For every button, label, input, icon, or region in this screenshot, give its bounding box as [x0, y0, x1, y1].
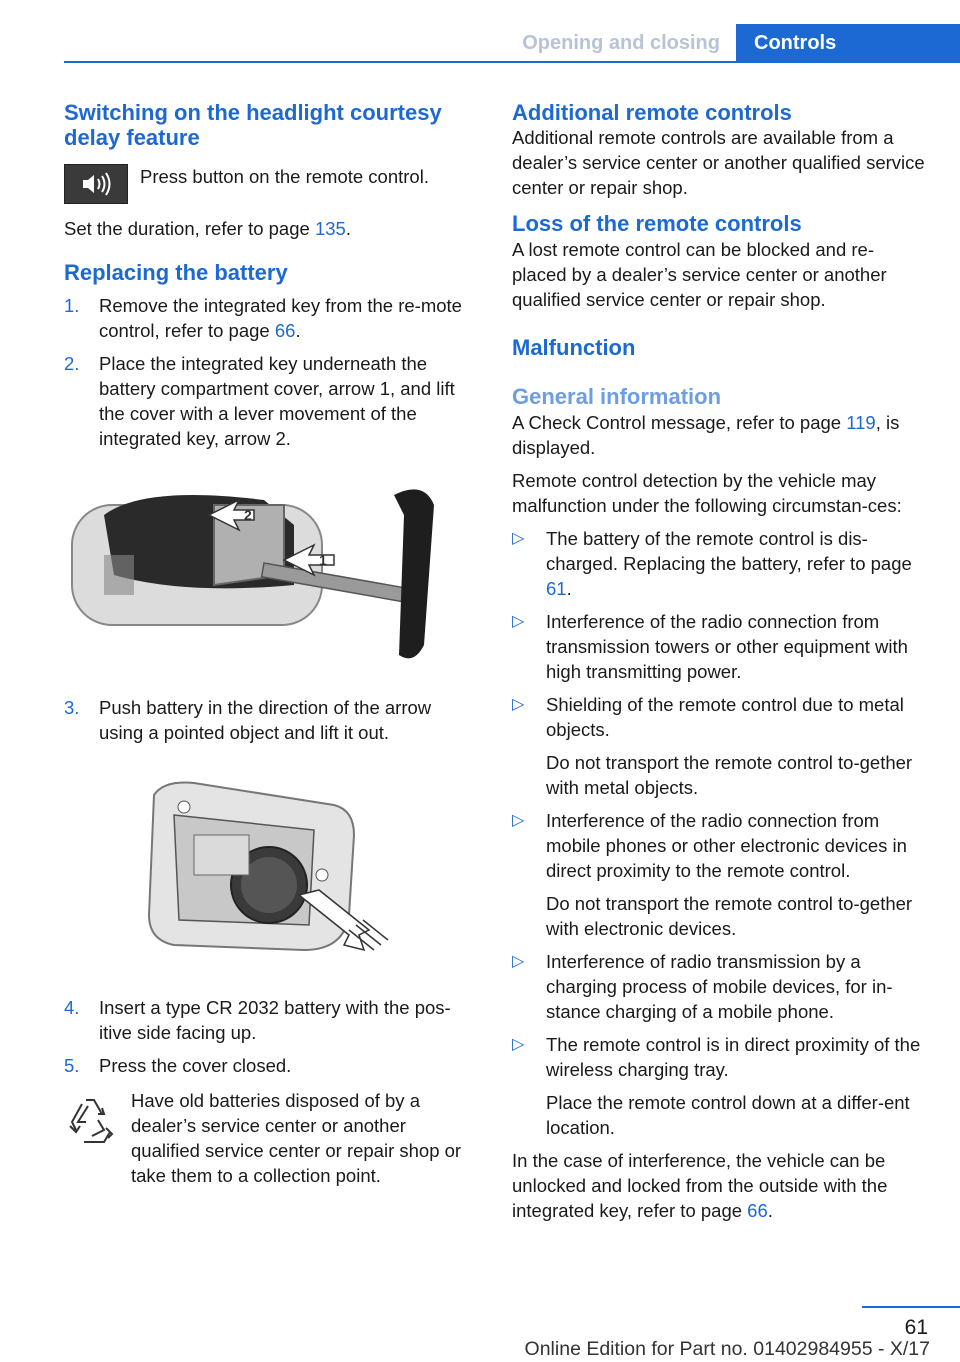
- remote-button-icon: [64, 164, 128, 204]
- bullet-text: Interference of the radio connection from mobile phones or other electronic devices in direct proximity to the remote control.: [546, 810, 907, 881]
- battery-steps-end: [64, 995, 476, 1078]
- bullet-note: Do not transport the remote control to-gether with metal objects.: [546, 752, 913, 798]
- list-item: [512, 692, 926, 800]
- footer-rule: [862, 1306, 960, 1308]
- triangle-bullet-icon: ▷: [512, 696, 525, 713]
- courtesy-instruction: [64, 164, 476, 204]
- bullet-text: The remote control is in direct proximity of the wireless charging tray.: [546, 1034, 921, 1080]
- cc-text: A Check Control message, refer to page: [512, 412, 847, 433]
- cc-text-end: , is displayed.: [512, 412, 900, 458]
- final-period: .: [767, 1200, 773, 1221]
- step-2: [64, 351, 476, 451]
- malfunction-list: [512, 526, 926, 1140]
- list-item: [512, 949, 926, 1024]
- interference-paragraph: [512, 1148, 926, 1223]
- bullet-text: Interference of radio transmission by a charging process of mobile devices, for in-stance charging of a mobile phone.: [546, 951, 893, 1022]
- battery-removal-illustration: [64, 775, 476, 975]
- step-text: Remove the integrated key from the re-mote control, refer to page: [99, 295, 462, 341]
- bullet-text: The battery of the remote control is dis-charged. Replacing the battery, refer to page: [546, 528, 912, 574]
- battery-steps-cont: [64, 695, 476, 745]
- key-removal-illustration: [64, 475, 476, 675]
- check-control-paragraph: [512, 410, 926, 460]
- courtesy-text: Press button on the remote control.: [140, 166, 429, 187]
- triangle-bullet-icon: ▷: [512, 530, 525, 547]
- step-text: Place the integrated key underneath the battery compartment cover, arrow 1, and lift the cover with a lever movement of the integrated key, arrow 2.: [99, 353, 455, 449]
- page-link-61[interactable]: 61: [546, 578, 567, 599]
- step-number: 3.: [64, 697, 80, 718]
- battery-steps: [64, 293, 476, 451]
- step-5: [64, 1053, 476, 1078]
- step-number: 2.: [64, 353, 80, 374]
- list-item: [512, 1032, 926, 1140]
- detection-text: Remote control detection by the vehicle may malfunction under the following circumstan-ces:: [512, 470, 902, 516]
- heading-loss-remote: Loss of the remote controls: [512, 211, 802, 236]
- bullet-text: Shielding of the remote control due to metal objects.: [546, 694, 904, 740]
- heading-general-information: General information: [512, 384, 722, 409]
- svg-text:2: 2: [244, 507, 252, 523]
- step-4: [64, 995, 476, 1045]
- list-item: [512, 526, 926, 601]
- step-number: 5.: [64, 1055, 80, 1076]
- recycling-note: [64, 1088, 476, 1188]
- step-text: Press the cover closed.: [99, 1055, 292, 1076]
- left-column: [64, 100, 476, 1188]
- step-text: Push battery in the direction of the arrow using a pointed object and lift it out.: [99, 697, 432, 743]
- duration-paragraph: [64, 216, 476, 241]
- page-link-66[interactable]: 66: [274, 320, 296, 341]
- step-text: Insert a type CR 2032 battery with the pos-itive side facing up.: [99, 997, 451, 1043]
- page-link-66[interactable]: 66: [747, 1200, 768, 1221]
- bullet-period: .: [566, 578, 572, 599]
- page-link-119[interactable]: 119: [846, 412, 876, 433]
- triangle-bullet-icon: ▷: [512, 812, 525, 829]
- recycle-icon: [64, 1092, 122, 1150]
- right-column: [512, 100, 926, 1223]
- triangle-bullet-icon: ▷: [512, 613, 525, 630]
- bullet-note: Do not transport the remote control to-gether with electronic devices.: [546, 893, 913, 939]
- additional-text: Additional remote controls are available from a dealer’s service center or another qualified service center or repair shop.: [512, 127, 925, 198]
- page-link-135[interactable]: 135: [314, 218, 346, 239]
- triangle-bullet-icon: ▷: [512, 953, 525, 970]
- svg-text:1: 1: [319, 552, 327, 568]
- bullet-text: Interference of the radio connection from transmission towers or other equipment with high transmitting power.: [546, 611, 908, 682]
- step-period: .: [295, 320, 301, 341]
- bullet-note: Place the remote control down at a differ-ent location.: [546, 1092, 910, 1138]
- edition-line: Online Edition for Part no. 01402984955 - X/17: [524, 1338, 930, 1360]
- step-number: 1.: [64, 295, 80, 316]
- page-number: 61: [904, 1316, 928, 1339]
- step-1: [64, 293, 476, 343]
- heading-malfunction: Malfunction: [512, 335, 636, 360]
- loss-text: A lost remote control can be blocked and re-placed by a dealer’s service center or another qualified service center or repair shop.: [512, 239, 887, 310]
- final-text: In the case of interference, the vehicle can be unlocked and locked from the outside with the integrated key, refer to page: [512, 1150, 888, 1221]
- duration-text: Set the duration, refer to page: [64, 218, 315, 239]
- step-number: 4.: [64, 997, 80, 1018]
- header-rule: [64, 61, 960, 63]
- heading-replacing-battery: Replacing the battery: [64, 260, 288, 285]
- header-chapter-tab: Controls: [736, 24, 960, 62]
- heading-additional-remote: Additional remote controls: [512, 100, 792, 125]
- triangle-bullet-icon: ▷: [512, 1036, 525, 1053]
- heading-courtesy-delay: Switching on the headlight courtesy delay feature: [64, 100, 442, 150]
- list-item: [512, 609, 926, 684]
- step-3: [64, 695, 476, 745]
- recycle-text: Have old batteries disposed of by a dealer’s service center or another qualified service center or repair shop or take them to a collection point.: [131, 1090, 462, 1186]
- header-section-title: Opening and closing: [522, 32, 720, 54]
- duration-period: .: [345, 218, 351, 239]
- list-item: [512, 808, 926, 941]
